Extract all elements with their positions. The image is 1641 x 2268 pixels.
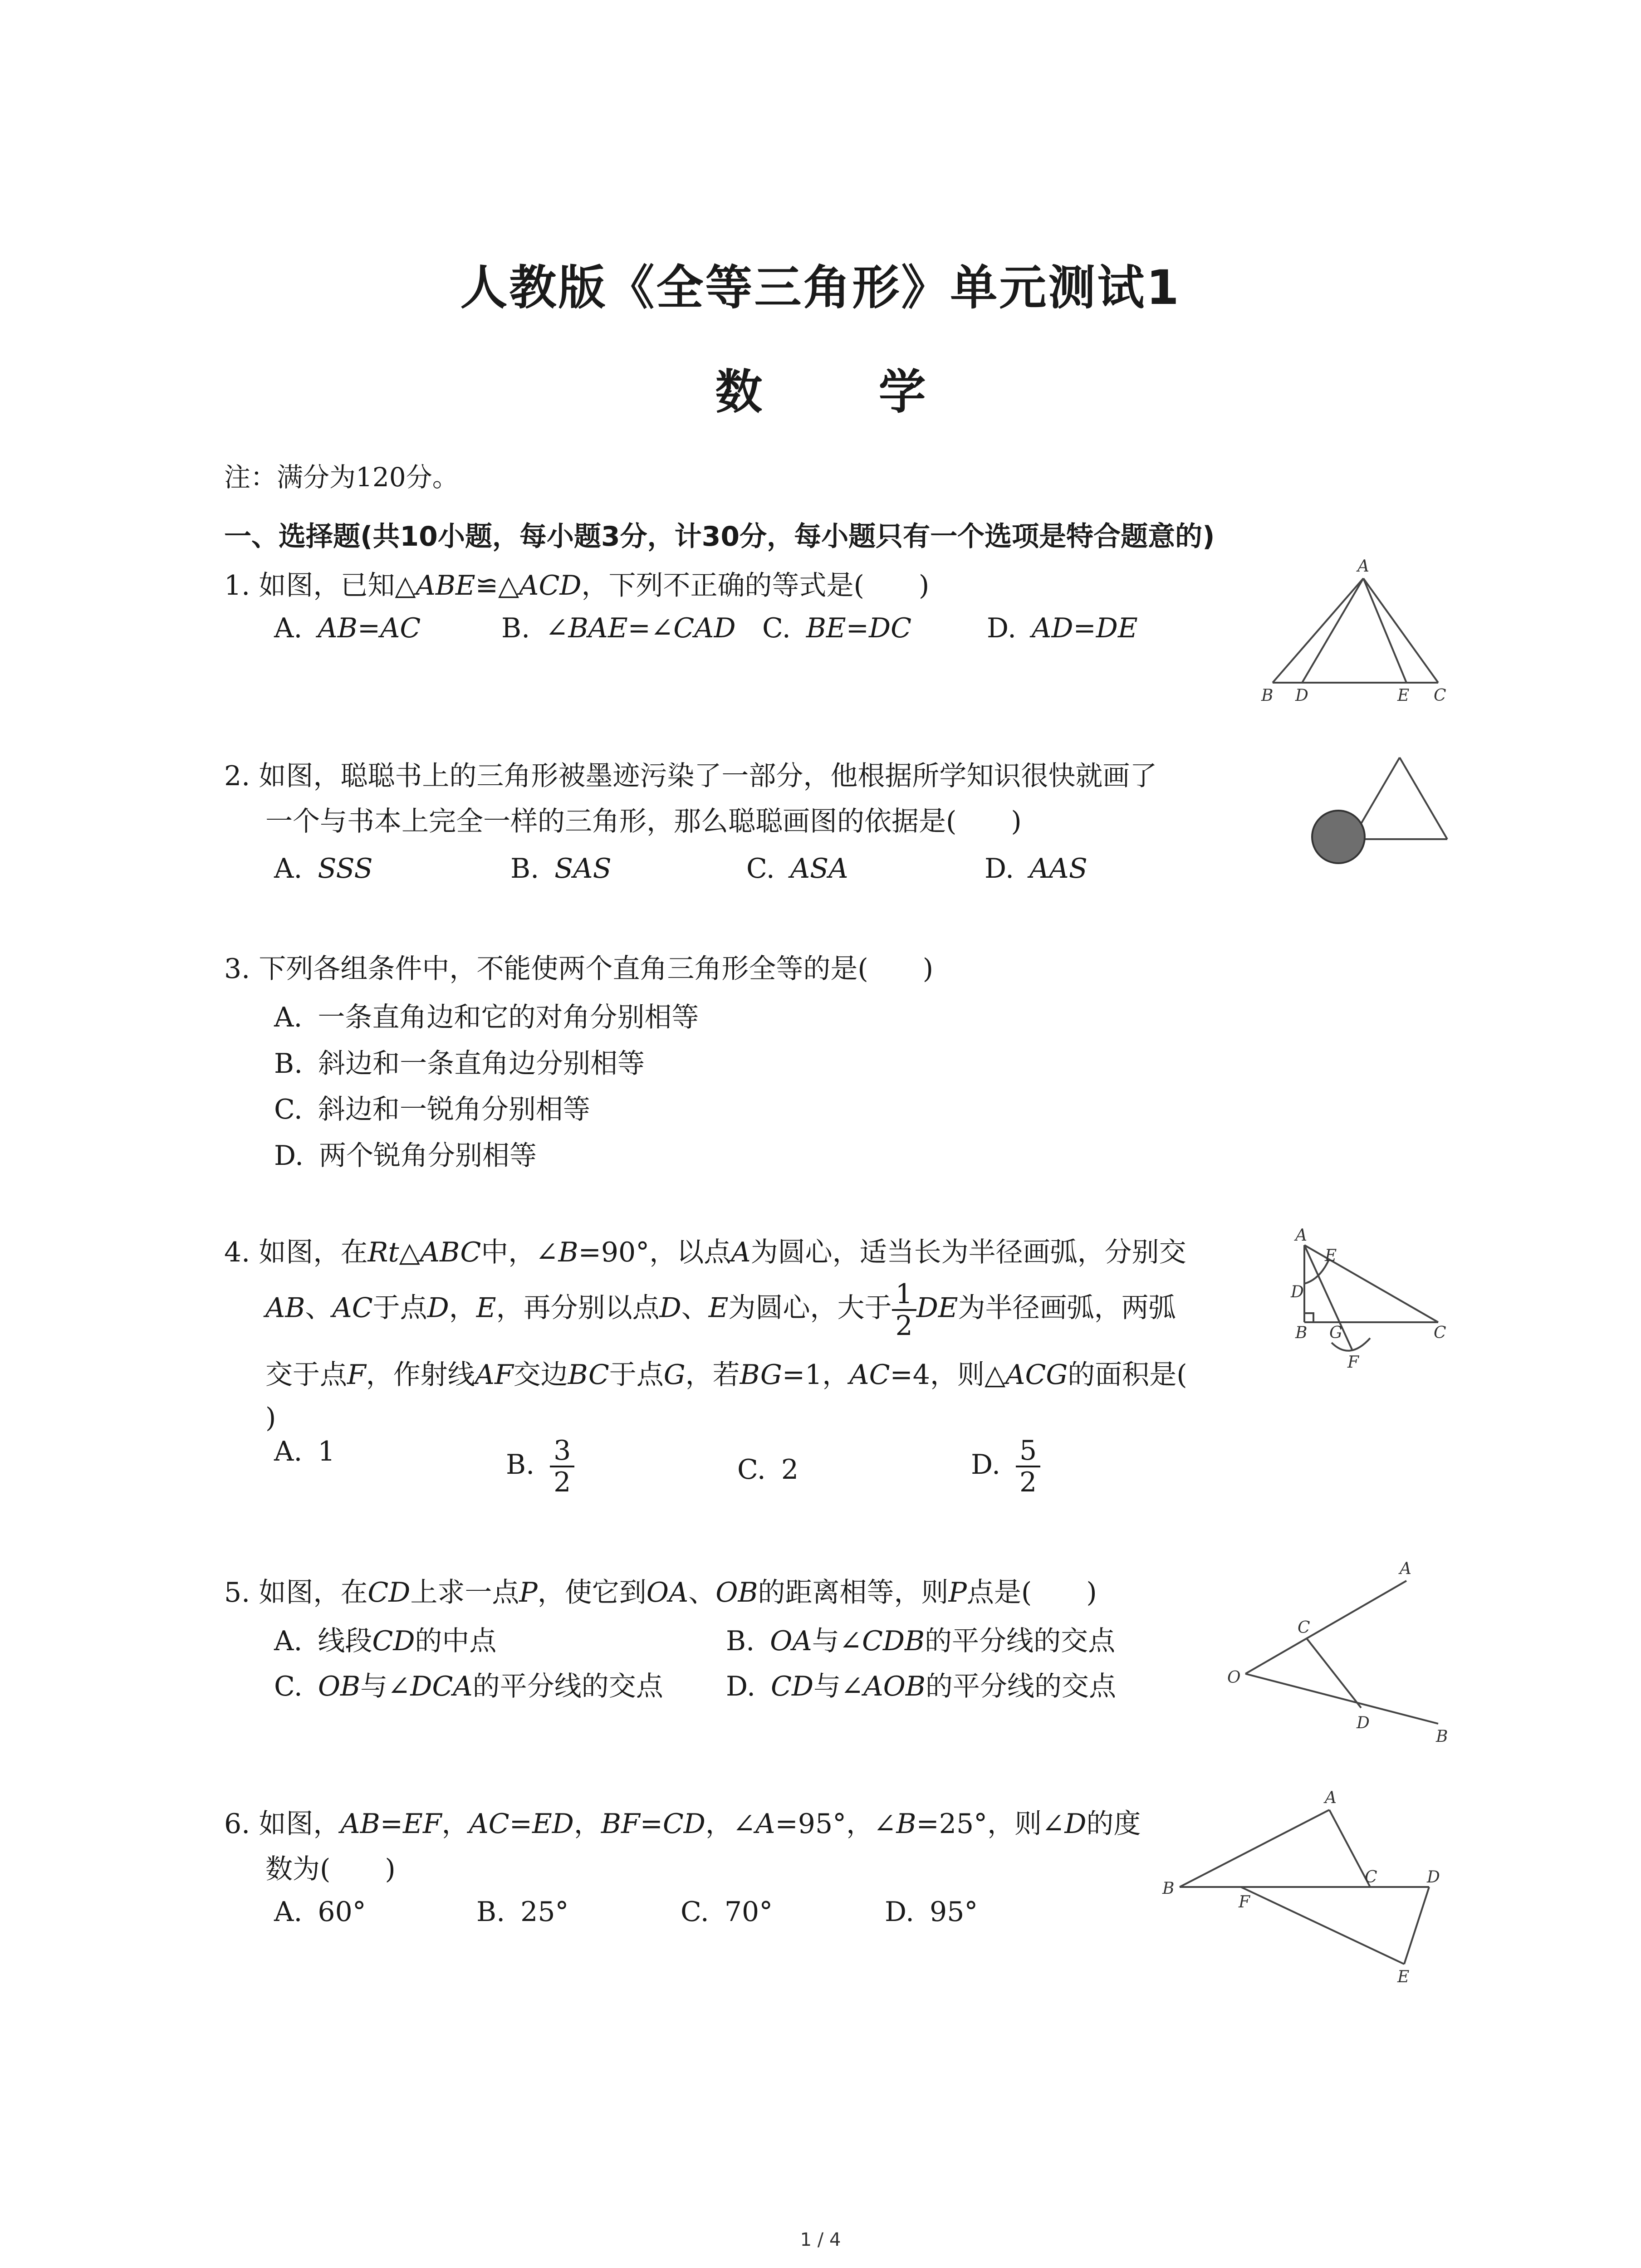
question-text: 如图，聪聪书上的三角形被墨迹污染了一部分，他根据所学知识很快就画了 xyxy=(259,760,1157,792)
option-c: C. BE=DC xyxy=(762,612,912,644)
option-b: B. 斜边和一条直角边分别相等 xyxy=(274,1048,645,1080)
svg-text:D: D xyxy=(1427,1868,1440,1887)
question-4-line4: ) xyxy=(265,1402,276,1434)
question-2 xyxy=(224,753,1157,799)
figure-q2-ink-triangle xyxy=(1307,744,1461,880)
svg-text:A: A xyxy=(1357,557,1369,576)
option-a: A. 1 xyxy=(274,1436,335,1467)
option-c: C. 2 xyxy=(737,1454,799,1486)
svg-text:C: C xyxy=(1365,1868,1377,1887)
page-title: 人教版《全等三角形》单元测试1 xyxy=(460,260,1181,315)
option-b: B. $\frac{3}{2}$ xyxy=(506,1436,574,1497)
fraction-five-halves: $\frac{5}{2}$ xyxy=(1016,1436,1040,1497)
question-text: 如图，在CD上求一点P，使它到OA、OB的距离相等，则P点是( ) xyxy=(259,1577,1097,1608)
svg-text:E: E xyxy=(1325,1246,1337,1265)
svg-text:B: B xyxy=(1162,1879,1175,1898)
fraction-one-half: $\frac{1}{2}$ xyxy=(892,1279,916,1341)
figure-q5-angle xyxy=(1216,1551,1461,1751)
svg-text:C: C xyxy=(1298,1618,1310,1637)
svg-text:B: B xyxy=(1261,686,1274,705)
question-number: 6. xyxy=(224,1808,250,1840)
option-d: D. AD=DE xyxy=(987,612,1138,644)
question-4 xyxy=(224,1229,1186,1276)
option-a: A. AB=AC xyxy=(274,612,421,644)
svg-text:G: G xyxy=(1329,1324,1342,1342)
option-d: D. AAS xyxy=(985,853,1087,885)
question-2-line2: 一个与书本上完全一样的三角形，那么聪聪画图的依据是( ) xyxy=(265,806,1022,837)
option-b: B. OA与∠CDB的平分线的交点 xyxy=(726,1625,1116,1657)
question-4-line3: 交于点F，作射线AF交边BC于点G，若BG=1，AC=4，则△ACG的面积是( xyxy=(265,1359,1187,1391)
ink-blot xyxy=(1312,811,1365,863)
question-6 xyxy=(224,1801,1141,1847)
figure-q1-triangles xyxy=(1252,553,1452,708)
svg-text:D: D xyxy=(1357,1714,1370,1732)
svg-text:F: F xyxy=(1239,1893,1250,1911)
svg-text:O: O xyxy=(1227,1668,1241,1687)
option-a: A. 60° xyxy=(274,1896,366,1928)
option-d: D. 两个锐角分别相等 xyxy=(274,1140,537,1172)
figure-q4-right-triangle xyxy=(1279,1225,1461,1388)
svg-text:C: C xyxy=(1434,686,1446,705)
option-d: D. 95° xyxy=(885,1896,978,1928)
question-3 xyxy=(224,946,933,992)
svg-text:A: A xyxy=(1295,1226,1307,1245)
option-c: C. OB与∠DCA的平分线的交点 xyxy=(274,1671,663,1702)
svg-text:A: A xyxy=(1400,1559,1411,1578)
svg-text:A: A xyxy=(1325,1789,1337,1807)
svg-text:B: B xyxy=(1436,1727,1448,1746)
question-text: 如图，已知△ABE≌△ACD，下列不正确的等式是( ) xyxy=(259,570,930,601)
question-number: 5. xyxy=(224,1577,250,1608)
page-indicator: 1 / 4 xyxy=(800,2229,841,2250)
question-number: 3. xyxy=(224,953,250,985)
question-number: 2. xyxy=(224,760,250,792)
option-d: D. $\frac{5}{2}$ xyxy=(971,1436,1040,1497)
option-b: B. 25° xyxy=(476,1896,569,1928)
question-1 xyxy=(224,562,929,609)
subject-title: 数 学 xyxy=(715,364,976,420)
option-b: B. SAS xyxy=(510,853,612,885)
svg-text:F: F xyxy=(1347,1353,1359,1372)
question-text: 如图，在Rt△ABC中，∠B=90°，以点A为圆心，适当长为半径画弧，分别交 xyxy=(259,1237,1186,1268)
option-b: B. ∠BAE=∠CAD xyxy=(501,612,736,644)
svg-text:E: E xyxy=(1397,686,1410,705)
question-text: 如图，AB=EF，AC=ED，BF=CD，∠A=95°，∠B=25°，则∠D的度 xyxy=(259,1808,1141,1840)
option-c: C. 70° xyxy=(681,1896,773,1928)
question-number: 1. xyxy=(224,570,250,601)
question-4-line2: AB、AC于点D，E，再分别以点D、E为圆心，大于 $\frac{1}{2}$ DE为半径画弧，两弧 xyxy=(265,1278,1176,1342)
fraction-three-halves: $\frac{3}{2}$ xyxy=(550,1436,574,1497)
svg-text:D: D xyxy=(1295,686,1308,705)
question-5 xyxy=(224,1569,1097,1616)
question-6-line2: 数为( ) xyxy=(265,1853,396,1885)
question-number: 4. xyxy=(224,1237,250,1268)
question-text: 下列各组条件中，不能使两个直角三角形全等的是( ) xyxy=(259,953,934,985)
option-a: A. 一条直角边和它的对角分别相等 xyxy=(274,1002,699,1033)
figure-q6-triangles xyxy=(1157,1783,1456,1991)
option-a: A. SSS xyxy=(274,853,373,885)
section-heading: 一、选择题(共10小题，每小题3分，计30分，每小题只有一个选项是特合题意的) xyxy=(224,521,1215,552)
svg-text:D: D xyxy=(1291,1283,1304,1301)
svg-text:B: B xyxy=(1295,1324,1308,1342)
svg-text:C: C xyxy=(1434,1324,1446,1342)
svg-text:E: E xyxy=(1397,1968,1410,1986)
option-c: C. ASA xyxy=(746,853,848,885)
option-a: A. 线段CD的中点 xyxy=(274,1625,497,1657)
score-note: 注：满分为120分。 xyxy=(224,462,459,493)
option-d: D. CD与∠AOB的平分线的交点 xyxy=(726,1671,1116,1702)
option-c: C. 斜边和一锐角分别相等 xyxy=(274,1094,590,1125)
